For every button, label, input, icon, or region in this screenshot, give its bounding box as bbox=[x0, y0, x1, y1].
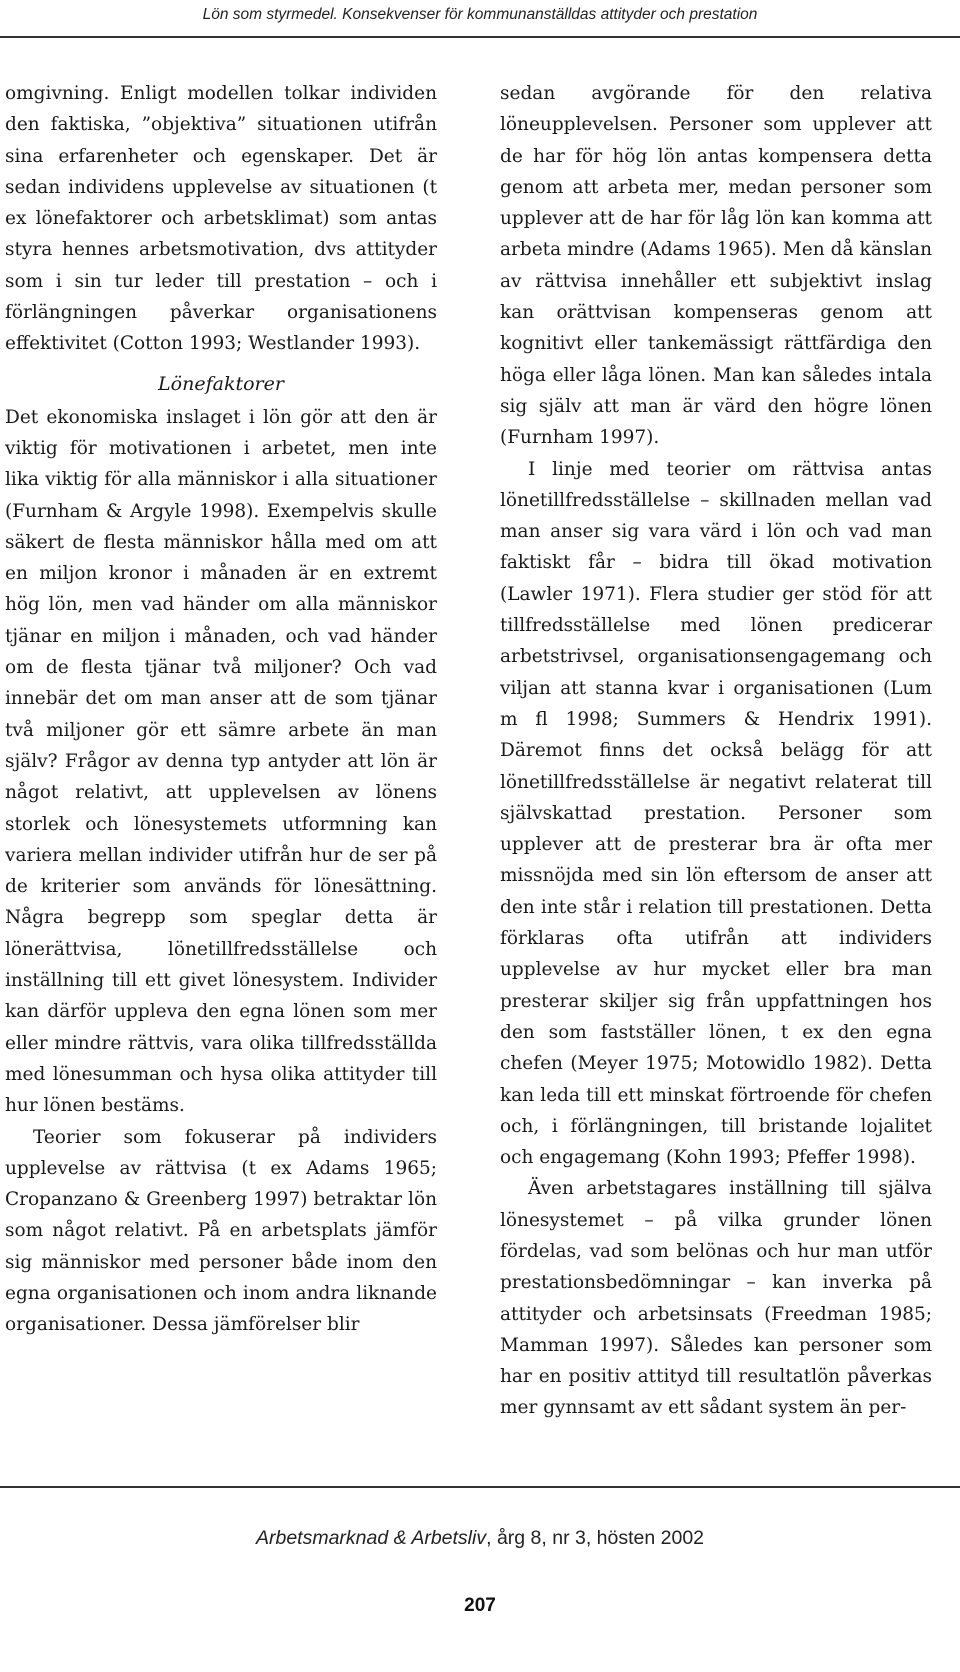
journal-title: Arbetsmarknad & Arbetsliv bbox=[255, 1527, 487, 1549]
section-heading: Lönefaktorer bbox=[158, 372, 284, 395]
page-number: 207 bbox=[464, 1595, 496, 1616]
left-paragraph-3: Teorier som fokuserar på individers upplevelse av rättvisa (t ex Adams 1965; Cropanzano & Greenberg 1997) betraktar lön som något relativt. På en arbetsplats jämför sig människor med personer både inom den egna organisationen och inom andra liknande organisationer. Dessa jämförelser blir bbox=[5, 1126, 437, 1336]
journal-citation bbox=[0, 1524, 960, 1552]
left-paragraph-2: Det ekonomiska inslaget i lön gör att den är viktig för motivationen i arbetet, men inte lika viktig för alla människor i alla situationer (Furnham & Argyle 1998). Exempelvis skulle säkert de flesta människor hålla med om att en miljon kronor i månaden är en extremt hög lön, men vad händer om alla människor tjänar en miljon i månaden, och vad händer om de flesta tjänar två miljoner? Och vad innebär det om man anser att de som tjänar två miljoner gör ett sämre arbete än man själv? Frågor av denna typ antyder att lön är något relativt, att upplevelsen av lönens storlek och lönesystemets utformning kan variera mellan individer utifrån hur de ser på de kriterier som används för lönesättning. Några begrepp som speglar detta är lönerättvisa, lönetillfredsställelse och inställning till ett givet lönesystem. Individer kan därför uppleva den egna lönen som mer eller mindre rättvis, vara olika tillfredsställda med lönesumman och hysa olika attityder till hur lönen bestäms. bbox=[5, 406, 437, 1117]
right-paragraph-2: I linje med teorier om rättvisa antas lönetillfredsställelse – skillnaden mellan vad man anser sig vara värd i lön och vad man faktiskt får – bidra till ökad motivation (Lawler 1971). Flera studier ger stöd för att tillfredsställelse med lönen predicerar arbetstrivsel, organisationsengagemang och viljan att stanna kvar i organisationen (Lum m fl 1998; Summers & Hendrix 1991). Däremot finns det också belägg för att lönetillfredsställelse är negativt relaterat till självskattad prestation. Personer som upplever att de presterar bra är ofta mer missnöjda med sin lön eftersom de anser att den inte står i relation till prestationen. Detta förklaras ofta utifrån att individers upplevelse av hur mycket eller bra man presterar skiljer sig från uppfattningen hos den som fastställer lönen, t ex den egna chefen (Meyer 1975; Motowidlo 1982). Detta kan leda till ett minskat förtroende för chefen och, i förlängningen, till bristande lojalitet och engagemang (Kohn 1993; Pfeffer 1998). bbox=[500, 458, 932, 1169]
left-column bbox=[5, 78, 437, 1341]
running-header: Lön som styrmedel. Konsekvenser för kommunanställdas attityder och prestation bbox=[202, 6, 758, 23]
footer-divider bbox=[0, 1486, 960, 1488]
right-column bbox=[500, 78, 932, 1424]
header-divider bbox=[0, 36, 960, 38]
right-paragraph-3: Även arbetstagares inställning till själva lönesystemet – på vilka grunder lönen fördelas, vad som belönas och hur man utför prestationsbedömningar – kan inverka på attityder och arbetsinsats (Freedman 1985; Mamman 1997). Således kan personer som har en positiv attityd till resultatlön påverkas mer gynnsamt av ett sådant system än per- bbox=[500, 1178, 932, 1419]
journal-issue: , årg 8, nr 3, hösten 2002 bbox=[486, 1527, 705, 1549]
right-paragraph-1: sedan avgörande för den relativa löneupplevelsen. Personer som upplever att de har för hög lön antas kompensera detta genom att arbeta mer, medan personer som upplever att de har för låg lön kan komma att arbeta mindre (Adams 1965). Men då känslan av rättvisa innehåller ett subjektivt inslag kan orättvisan kompenseras genom att kognitivt eller tankemässigt rättfärdiga den höga eller låga lönen. Man kan således intala sig själv att man är värd den högre lönen (Furnham 1997). bbox=[500, 83, 932, 449]
left-paragraph-1: omgivning. Enligt modellen tolkar individen den faktiska, ”objektiva” situationen utifrån sina erfarenheter och egenskaper. Det är sedan individens upplevelse av situationen (t ex lönefaktorer och arbetsklimat) som antas styra hennes arbetsmotivation, dvs attityder som i sin tur leder till prestation – och i förlängningen påverkar organisationens effektivitet (Cotton 1993; Westlander 1993). bbox=[5, 83, 437, 355]
